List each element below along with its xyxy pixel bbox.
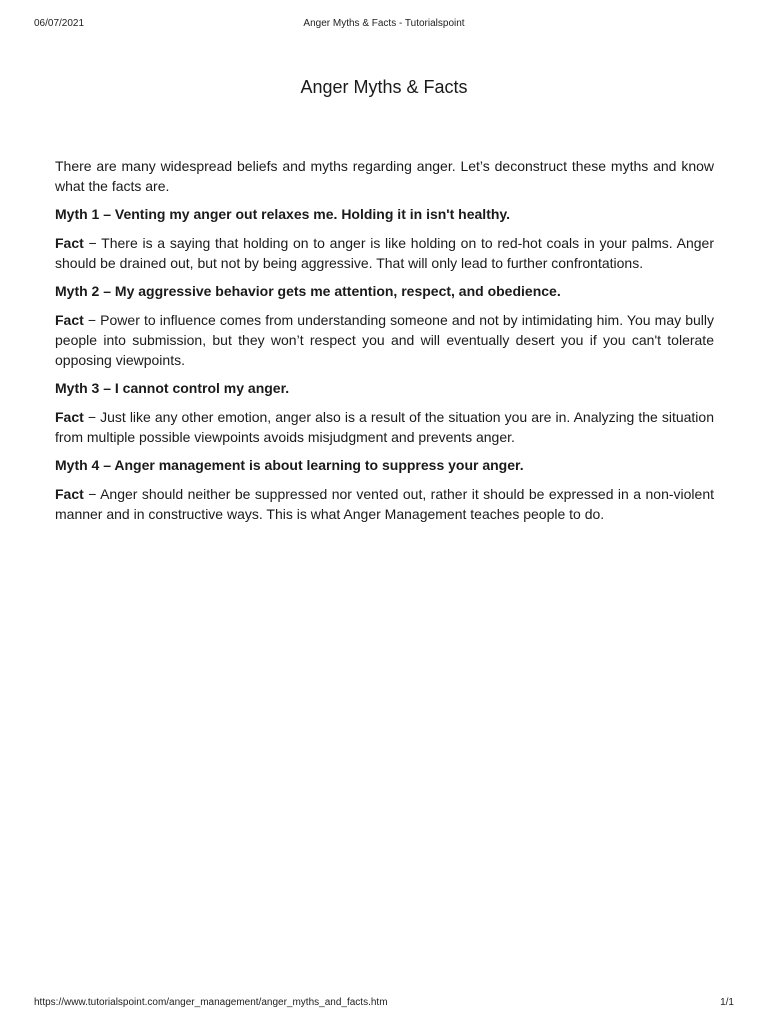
print-header <box>34 17 734 31</box>
myth-heading: Myth 4 – Anger management is about learning to suppress your anger. <box>55 457 524 473</box>
fact-text: − Anger should neither be suppressed nor vented out, rather it should be expressed in a non-violent manner and in constructive ways. This is what Anger Management teaches people to do. <box>55 486 714 522</box>
fact-text: − There is a saying that holding on to anger is like holding on to red-hot coals in your palms. Anger should be drained out, but not by being aggressive. That will only lead to further confrontations. <box>55 235 714 271</box>
myth-heading: Myth 2 – My aggressive behavior gets me attention, respect, and obedience. <box>55 283 561 299</box>
fact-label: Fact <box>55 486 84 502</box>
fact-paragraph <box>55 233 714 273</box>
print-footer <box>34 996 734 1010</box>
page-url: https://www.tutorialspoint.com/anger_management/anger_myths_and_facts.htm <box>34 997 388 1008</box>
fact-paragraph <box>55 484 714 524</box>
myth-heading: Myth 3 – I cannot control my anger. <box>55 380 290 396</box>
fact-paragraph <box>55 407 714 447</box>
print-date: 06/07/2021 <box>34 18 85 29</box>
fact-label: Fact <box>55 235 84 251</box>
myth-heading: Myth 1 – Venting my anger out relaxes me. Holding it in isn't healthy. <box>55 206 511 222</box>
fact-text: − Power to influence comes from understanding someone and not by intimidating him. You may bully people into submission, but they won’t respect you and will eventually desert you if you can't tolerate opposing viewpoints. <box>55 312 714 368</box>
article-body <box>55 156 714 532</box>
fact-label: Fact <box>55 312 84 328</box>
page-number: 1/1 <box>720 997 734 1008</box>
fact-text: − Just like any other emotion, anger also is a result of the situation you are in. Analyzing the situation from multiple possible viewpoints avoids misjudgment and prevents anger. <box>55 409 714 445</box>
print-document-title: Anger Myths & Facts - Tutorialspoint <box>303 18 465 29</box>
fact-label: Fact <box>55 409 84 425</box>
page-title: Anger Myths & Facts <box>300 77 468 97</box>
fact-paragraph <box>55 310 714 370</box>
intro-paragraph: There are many widespread beliefs and myths regarding anger. Let’s deconstruct these myths and know what the facts are. <box>55 158 714 194</box>
